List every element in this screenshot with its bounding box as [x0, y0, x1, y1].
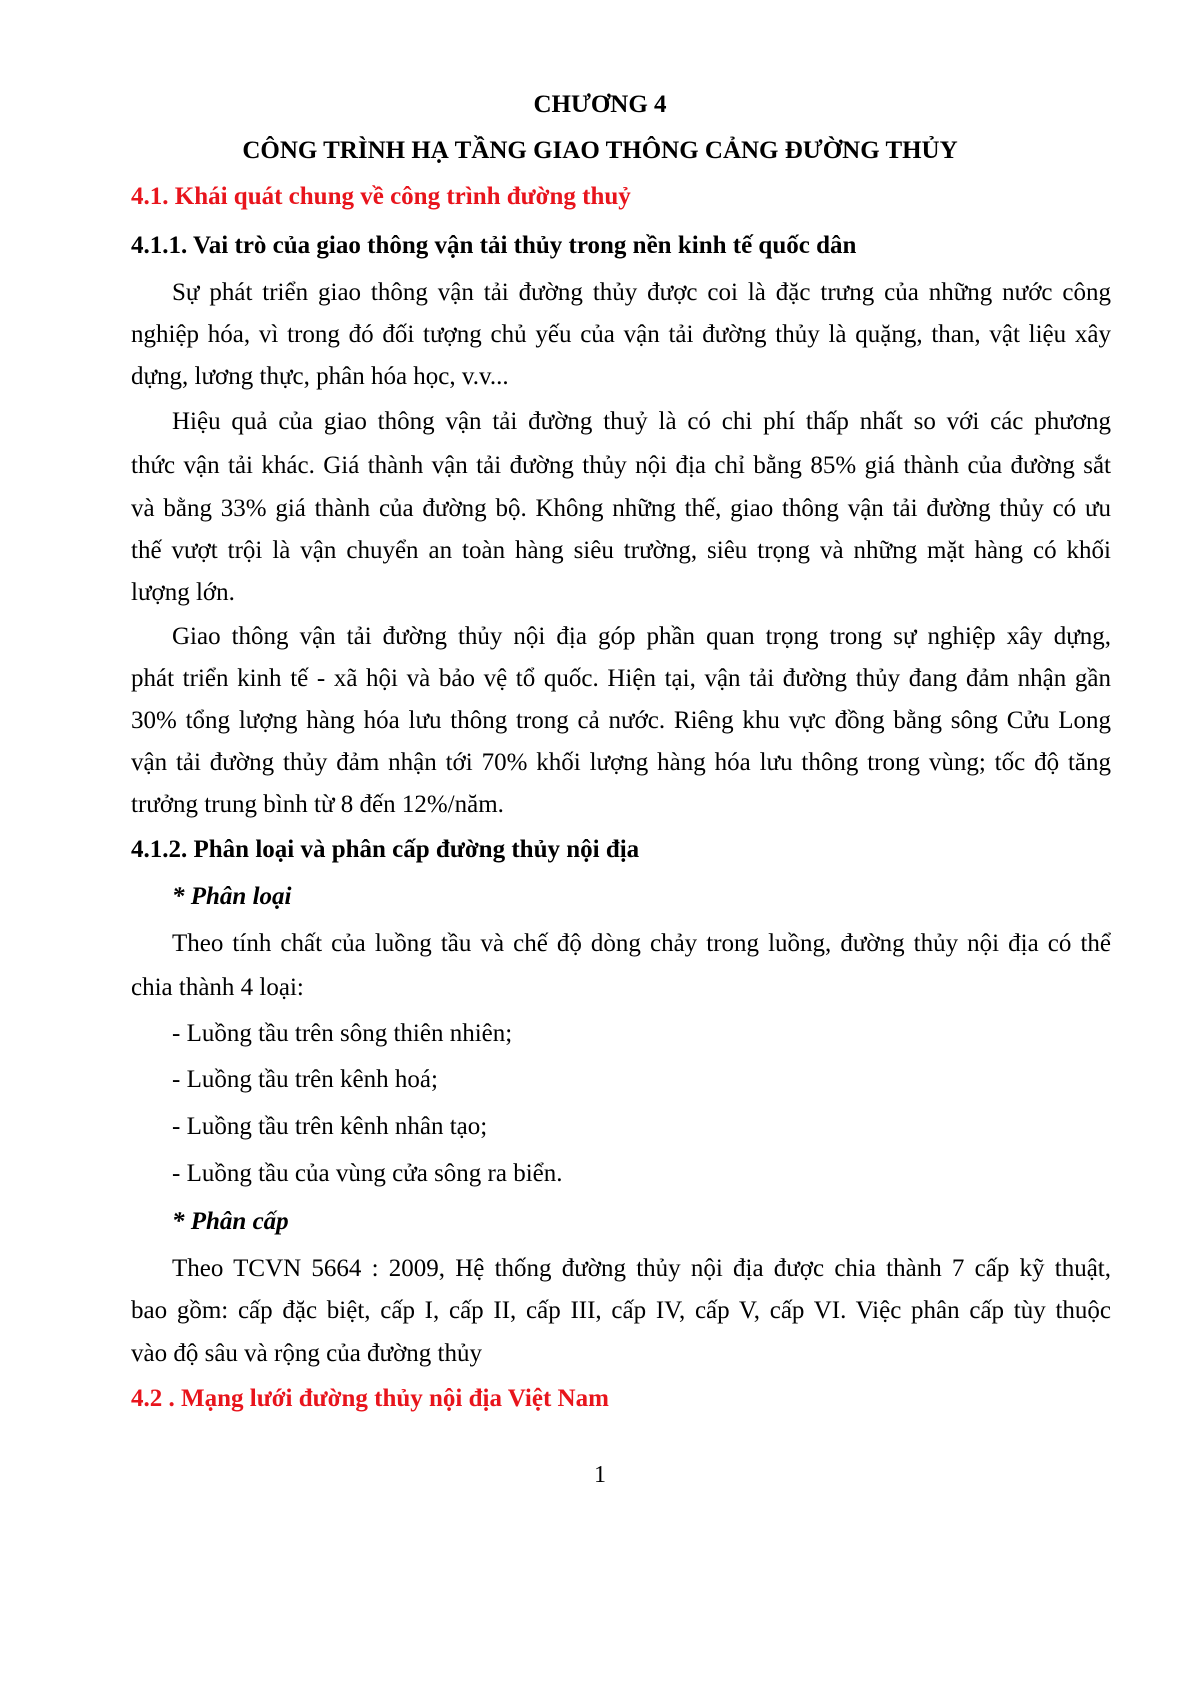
paragraph-5-line-2: bao gồm: cấp đặc biệt, cấp I, cấp II, cấp III, cấp IV, cấp V, cấp VI. Việc phân cấp tùy thuộc: [131, 1297, 1111, 1324]
paragraph-4-line-1: Theo tính chất của luồng tầu và chế độ dòng chảy trong luồng, đường thủy nội địa có thể: [172, 930, 1111, 957]
page-number: 1: [594, 1462, 606, 1488]
paragraph-3-line-1: Giao thông vận tải đường thủy nội địa góp phần quan trọng trong sự nghiệp xây dựng,: [172, 623, 1111, 650]
paragraph-1-line-1: Sự phát triển giao thông vận tải đường thủy được coi là đặc trưng của những nước công: [172, 279, 1111, 306]
paragraph-5-line-3: vào độ sâu và rộng của đường thủy: [131, 1340, 483, 1367]
list-item: - Luồng tầu trên sông thiên nhiên;: [172, 1020, 513, 1047]
paragraph-3-line-4: vận tải đường thủy đảm nhận tới 70% khối lượng hàng hóa lưu thông trong vùng; tốc độ tăng: [131, 749, 1111, 776]
paragraph-2-line-3: và bằng 33% giá thành của đường bộ. Không những thế, giao thông vận tải đường thủy có ưu: [131, 495, 1111, 522]
chapter-title: CÔNG TRÌNH HẠ TẦNG GIAO THÔNG CẢNG ĐƯỜNG THỦY: [242, 137, 958, 164]
section-heading-4-1-1: 4.1.1. Vai trò của giao thông vận tải thủy trong nền kinh tế quốc dân: [131, 232, 857, 259]
subheading-phan-loai: * Phân loại: [172, 883, 292, 910]
paragraph-2-line-2: thức vận tải khác. Giá thành vận tải đường thủy nội địa chỉ bằng 85% giá thành của đường sắt: [131, 452, 1111, 479]
section-heading-4-1-2: 4.1.2. Phân loại và phân cấp đường thủy nội địa: [131, 836, 640, 863]
list-item: - Luồng tầu trên kênh hoá;: [172, 1066, 438, 1093]
paragraph-2-line-5: lượng lớn.: [131, 579, 235, 606]
paragraph-4-line-2: chia thành 4 loại:: [131, 974, 304, 1001]
paragraph-1-line-2: nghiệp hóa, vì trong đó đối tượng chủ yếu của vận tải đường thủy là quặng, than, vật liệu xây: [131, 321, 1111, 348]
paragraph-2-line-1: Hiệu quả của giao thông vận tải đường thuỷ là có chi phí thấp nhất so với các phương: [172, 408, 1111, 435]
paragraph-3-line-2: phát triển kinh tế - xã hội và bảo vệ tổ quốc. Hiện tại, vận tải đường thủy đang đảm nhận gần: [131, 665, 1111, 692]
list-item: - Luồng tầu trên kênh nhân tạo;: [172, 1113, 488, 1140]
chapter-label: CHƯƠNG 4: [533, 91, 667, 118]
subheading-phan-cap: * Phân cấp: [172, 1208, 289, 1235]
paragraph-2-line-4: thế vượt trội là vận chuyển an toàn hàng siêu trường, siêu trọng và những mặt hàng có khối: [131, 537, 1111, 564]
section-heading-4-2: 4.2 . Mạng lưới đường thủy nội địa Việt Nam: [131, 1385, 609, 1412]
paragraph-3-line-3: 30% tổng lượng hàng hóa lưu thông trong cả nước. Riêng khu vực đồng bằng sông Cửu Long: [131, 707, 1111, 734]
paragraph-5-line-1: Theo TCVN 5664 : 2009, Hệ thống đường thủy nội địa được chia thành 7 cấp kỹ thuật,: [172, 1255, 1111, 1282]
section-heading-4-1: 4.1. Khái quát chung về công trình đường thuỷ: [131, 183, 631, 210]
list-item: - Luồng tầu của vùng cửa sông ra biển.: [172, 1160, 563, 1187]
paragraph-3-line-5: trưởng trung bình từ 8 đến 12%/năm.: [131, 791, 504, 818]
paragraph-1-line-3: dựng, lương thực, phân hóa học, v.v...: [131, 363, 509, 390]
